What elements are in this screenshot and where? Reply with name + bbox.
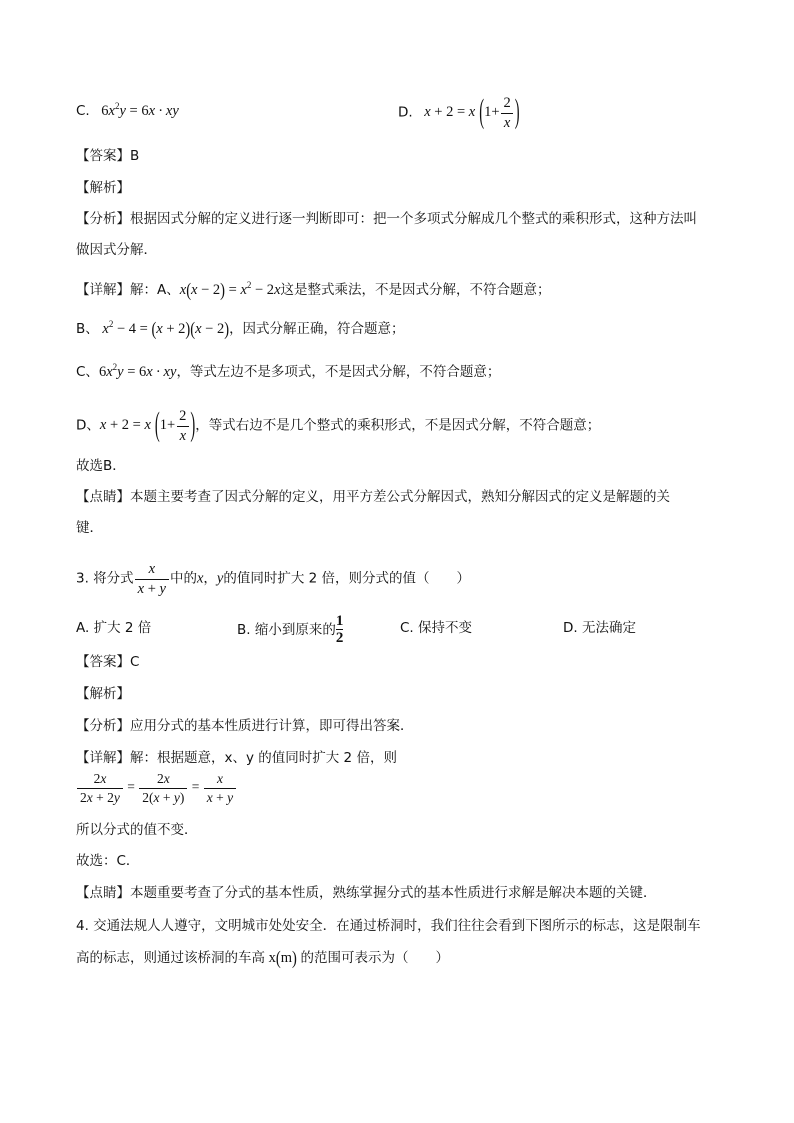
q4-stem-cont bbox=[76, 948, 449, 969]
math-expression: x(m) bbox=[265, 948, 297, 970]
q3-analysis-text: 【分析】应用分式的基本性质进行计算，即可得出答案． bbox=[76, 718, 414, 734]
q3-answer: 【答案】C bbox=[76, 654, 140, 670]
q3-option-b bbox=[237, 614, 343, 646]
math-expression: $x^2 - 4 = (x + 2)(x - 2)$ bbox=[98, 319, 230, 340]
q2-option-d bbox=[398, 96, 520, 130]
math-var-x: x bbox=[196, 570, 204, 587]
math-expression: $x(x - 2) = x^2 - 2x$ bbox=[179, 280, 281, 301]
option-label: C. bbox=[76, 102, 90, 119]
math-var-y: y bbox=[216, 570, 224, 587]
q3-choice: 故选：C． bbox=[76, 853, 140, 869]
detail-suffix: ，等式右边不是几个整式的乘积形式，不是因式分解，不符合题意； bbox=[195, 417, 601, 434]
q3-dianjing: 【点睛】本题重要考查了分式的基本性质，熟练掌握分式的基本性质进行求解是解决本题的关键． bbox=[76, 885, 657, 901]
q2-detail-d bbox=[76, 409, 600, 443]
q2-choice: 故选B． bbox=[76, 458, 126, 474]
math-expression: $6x^2y = 6x$ · xy bbox=[98, 362, 177, 380]
q2-answer: 【答案】B bbox=[76, 148, 140, 164]
detail-suffix: ，等式左边不是多项式，不是因式分解，不符合题意； bbox=[176, 363, 501, 380]
q2-analysis-text: 【分析】根据因式分解的定义进行逐一判断即可：把一个多项式分解成几个整式的乘积形式，这种方法叫 bbox=[76, 211, 697, 227]
detail-suffix: 这是整式乘法，不是因式分解，不符合题意； bbox=[280, 281, 551, 298]
q3-option-c: C. 保持不变 bbox=[400, 620, 473, 636]
math-expression: $6x^2y = 6x$ · xy bbox=[101, 101, 179, 119]
stem-mid: 中的 bbox=[169, 570, 197, 587]
q3-option-a: A. 扩大 2 倍 bbox=[76, 620, 152, 636]
stem-prefix: 高的标志，则通过该桥洞的车高 bbox=[76, 950, 265, 966]
math-expression: x + 2 = x (1+ $\frac{2}{x}$ ) bbox=[416, 94, 520, 132]
q3-derivation bbox=[76, 772, 237, 804]
q3-stem bbox=[76, 562, 470, 596]
q3-detail: 【详解】解：根据题意，x、y 的值同时扩大 2 倍，则 bbox=[76, 750, 397, 766]
math-fraction: $\frac{x}{x + y}$ bbox=[134, 570, 170, 586]
q3-option-d: D. 无法确定 bbox=[563, 620, 636, 636]
math-expression: $\frac{2x}{2x + 2y}$ = $\frac{2x}{2(x + y)}$ = $\frac{x}{x + y}$ bbox=[76, 779, 237, 794]
math-expression: x + 2 = x (1+ $\frac{2}{x}$ ) bbox=[99, 407, 196, 445]
q2-detail-a bbox=[76, 275, 551, 301]
detail-prefix: D、 bbox=[76, 417, 100, 434]
stem-prefix: 3. 将分式 bbox=[76, 570, 134, 587]
stem-suffix: 的范围可表示为（ ） bbox=[300, 950, 449, 966]
q2-analysis-heading: 【解析】 bbox=[76, 180, 130, 196]
q2-detail-b bbox=[76, 314, 405, 340]
stem-comma: ， bbox=[203, 570, 217, 587]
detail-prefix: C、 bbox=[76, 363, 99, 380]
detail-prefix: 【详解】解：A、 bbox=[76, 281, 180, 298]
stem-suffix: 的值同时扩大 2 倍，则分式的值（ ） bbox=[223, 570, 471, 587]
option-text: B. 缩小到原来的 bbox=[237, 622, 336, 638]
detail-suffix: ，因式分解正确，符合题意； bbox=[229, 320, 405, 337]
math-one-half: $\frac{1}{2}$ bbox=[335, 613, 344, 646]
option-label: D. bbox=[398, 104, 413, 121]
q2-dianjing-cont: 键． bbox=[76, 520, 103, 536]
q2-detail-c bbox=[76, 357, 500, 382]
detail-prefix: B、 bbox=[76, 320, 99, 337]
q2-analysis-text-cont: 做因式分解． bbox=[76, 242, 157, 258]
q2-option-c bbox=[76, 96, 179, 121]
q3-analysis-heading: 【解析】 bbox=[76, 686, 130, 702]
q3-conclusion: 所以分式的值不变． bbox=[76, 822, 198, 838]
q2-dianjing: 【点睛】本题主要考查了因式分解的定义，用平方差公式分解因式，熟知分解因式的定义是解题的关 bbox=[76, 489, 670, 505]
q4-stem: 4. 交通法规人人遵守，文明城市处处安全．在通过桥洞时，我们往往会看到下图所示的标志，这是限制车 bbox=[76, 918, 701, 934]
